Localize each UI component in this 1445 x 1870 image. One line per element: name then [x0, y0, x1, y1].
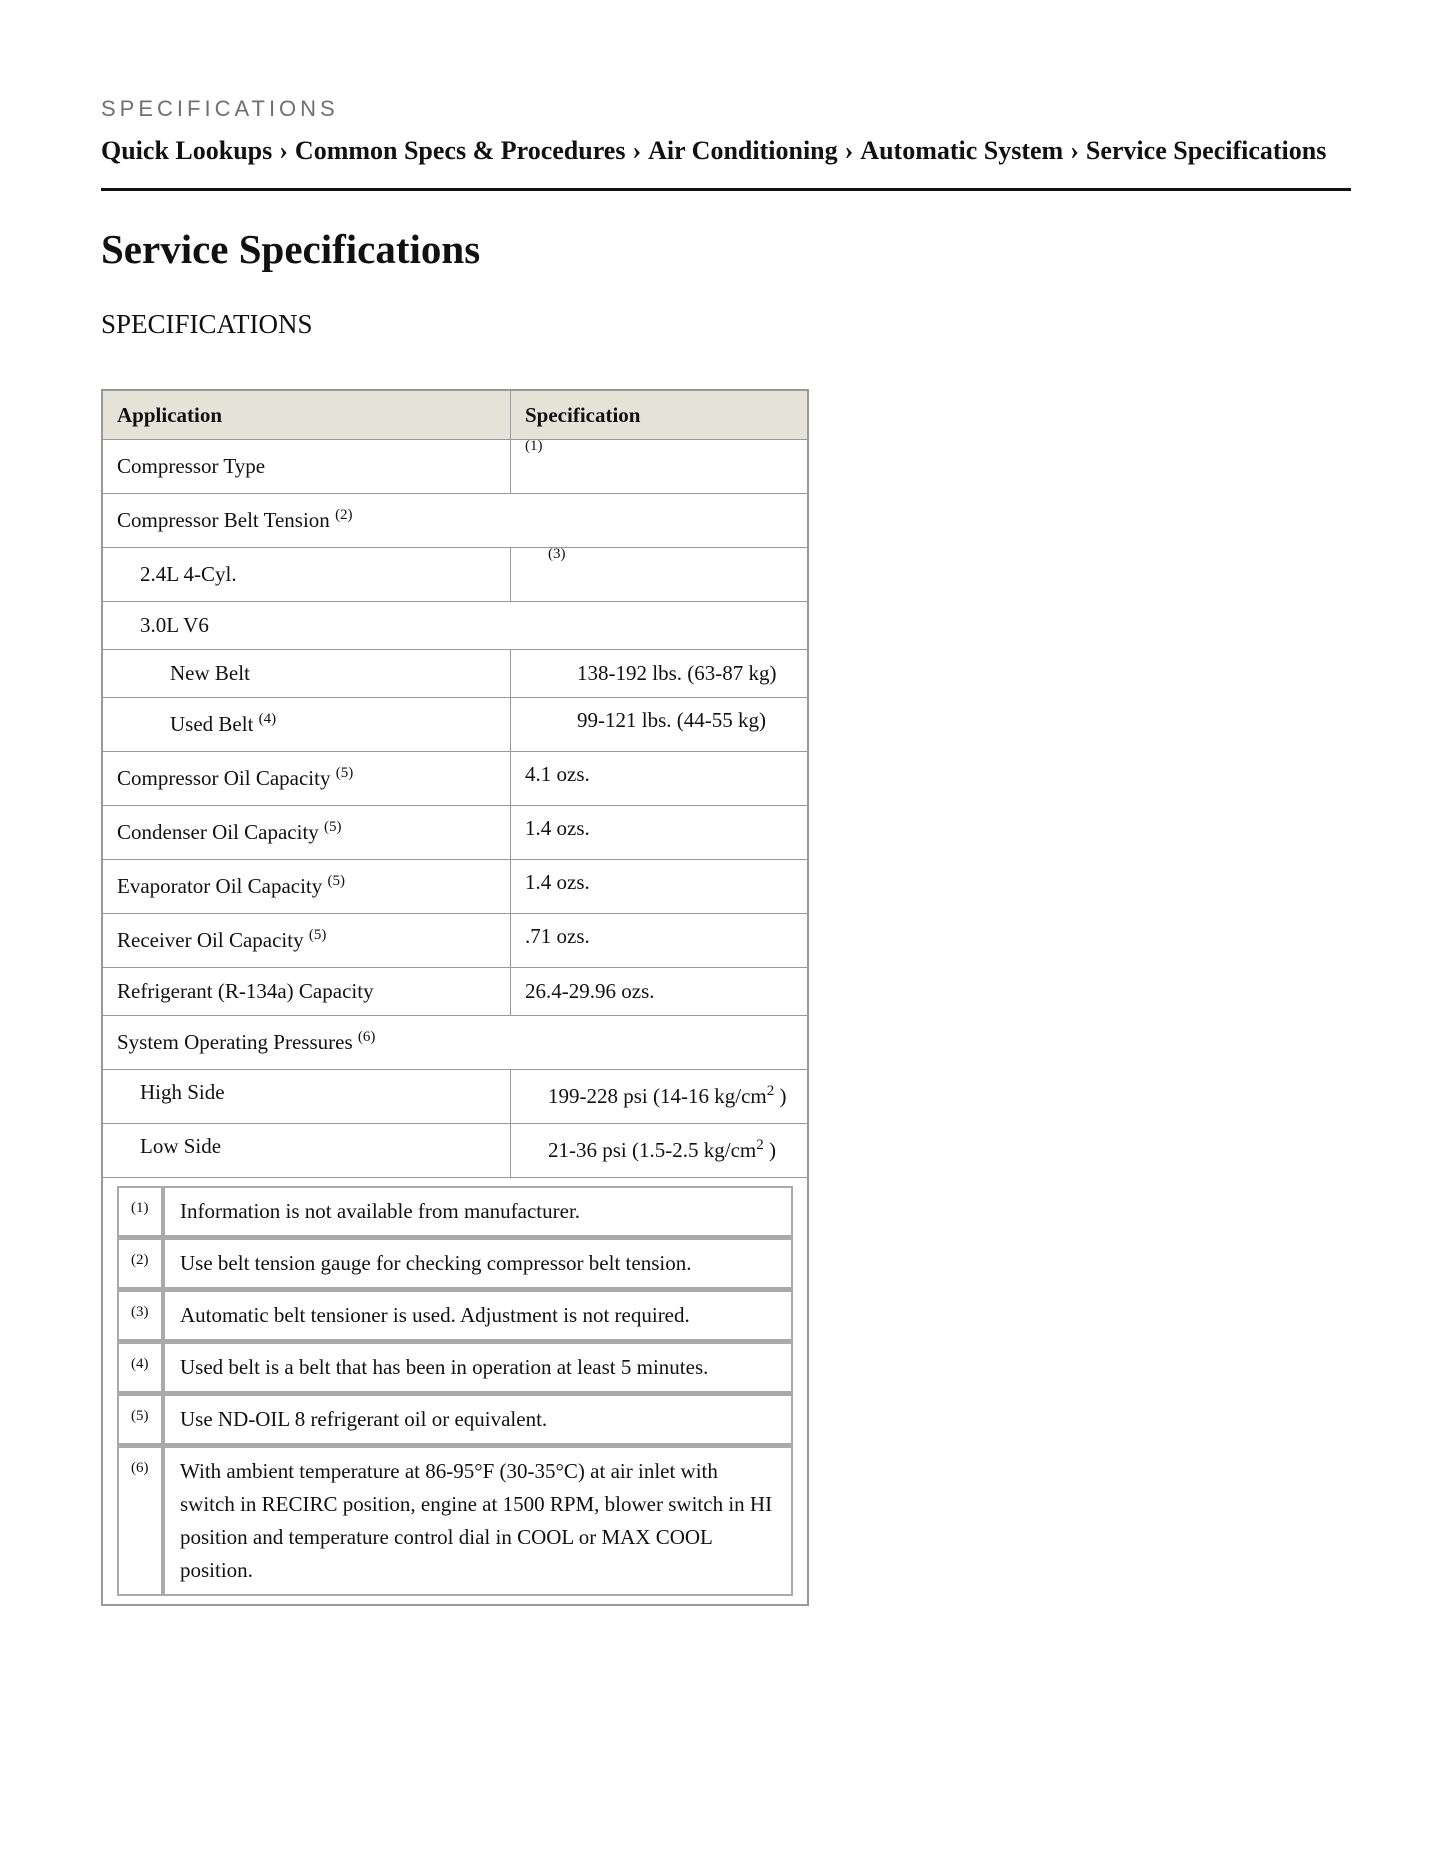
- column-header-specification: Specification: [511, 390, 809, 440]
- cell-specification: [511, 548, 809, 602]
- cell-application: [102, 806, 511, 860]
- page-title: Service Specifications: [101, 226, 481, 272]
- footnote-item: [117, 1186, 793, 1237]
- cell-application: [102, 698, 511, 752]
- row-label: System Operating Pressures: [117, 1030, 353, 1054]
- cell-application: [102, 968, 511, 1016]
- footnotes-table: [117, 1186, 793, 1596]
- cell-specification: [511, 440, 809, 494]
- cell-specification: 1.4 ozs.: [511, 860, 809, 914]
- table-row: [102, 440, 808, 494]
- footnote-number: (4): [117, 1341, 163, 1393]
- row-label: High Side: [140, 1080, 225, 1104]
- cell-specification: 138-192 lbs. (63-87 kg): [511, 650, 809, 698]
- footnote-ref[interactable]: (5): [324, 818, 342, 835]
- footnote-item: [117, 1393, 793, 1445]
- unit-exponent: 2: [756, 1136, 764, 1153]
- cell-application: [102, 1016, 808, 1070]
- row-label: Compressor Type: [117, 454, 266, 478]
- unit-exponent: 2: [766, 1082, 775, 1099]
- row-label: 2.4L 4-Cyl.: [140, 562, 237, 586]
- row-label: New Belt: [170, 661, 250, 685]
- table-row: [102, 494, 808, 548]
- table-row: [102, 806, 808, 860]
- table-header-row: [102, 390, 808, 440]
- cell-specification: 4.1 ozs.: [511, 752, 809, 806]
- table-row: [102, 698, 808, 752]
- breadcrumb-common-specs[interactable]: Common Specs & Procedures: [294, 136, 626, 165]
- footnote-item: [117, 1237, 793, 1289]
- cell-application: [102, 650, 511, 698]
- row-label: Condenser Oil Capacity: [117, 820, 319, 844]
- header-divider: [101, 188, 1351, 191]
- table-row: [102, 650, 808, 698]
- table-row: [102, 548, 808, 602]
- spec-value-end: ): [763, 1138, 776, 1162]
- footnote-number: (2): [117, 1237, 163, 1289]
- footnote-text: Use ND-OIL 8 refrigerant oil or equivalent.: [163, 1393, 793, 1445]
- cell-specification: 99-121 lbs. (44-55 kg): [511, 698, 809, 752]
- spec-value: 199-228 psi (14-16 kg/cm: [548, 1084, 767, 1108]
- breadcrumb-automatic-system[interactable]: Automatic System: [860, 136, 1064, 165]
- footnote-ref[interactable]: (2): [335, 506, 353, 523]
- footnote-number: (1): [117, 1186, 163, 1237]
- table-row: [102, 914, 808, 968]
- breadcrumb: [101, 136, 1351, 166]
- footnotes-row: [102, 1178, 808, 1606]
- spec-value: 21-36 psi (1.5-2.5 kg/cm: [548, 1138, 757, 1162]
- breadcrumb-separator: ›: [844, 136, 854, 165]
- footnote-text: Automatic belt tensioner is used. Adjustment is not required.: [163, 1289, 793, 1341]
- footnotes-cell: [102, 1178, 808, 1606]
- row-label: Compressor Belt Tension: [117, 508, 330, 532]
- cell-application: [102, 914, 511, 968]
- cell-application: [102, 1124, 511, 1178]
- breadcrumb-service-specifications[interactable]: Service Specifications: [1085, 136, 1327, 165]
- cell-application: [102, 440, 511, 494]
- footnote-text: Information is not available from manufacturer.: [163, 1186, 793, 1237]
- cell-specification: [511, 1070, 809, 1124]
- spec-value-end: ): [774, 1084, 787, 1108]
- footnote-number: (6): [117, 1445, 163, 1596]
- table-row: [102, 1124, 808, 1178]
- section-label: SPECIFICATIONS: [101, 96, 339, 121]
- column-header-application: Application: [102, 390, 511, 440]
- subtitle: SPECIFICATIONS: [101, 309, 313, 339]
- breadcrumb-separator: ›: [1070, 136, 1079, 165]
- breadcrumb-air-conditioning[interactable]: Air Conditioning: [648, 136, 838, 165]
- table-row: [102, 968, 808, 1016]
- breadcrumb-separator: ›: [632, 136, 642, 165]
- footnote-number: (3): [117, 1289, 163, 1341]
- row-label: 3.0L V6: [140, 613, 209, 637]
- cell-application: [102, 860, 511, 914]
- table-row: [102, 1016, 808, 1070]
- footnote-item: [117, 1445, 793, 1596]
- table-row: [102, 752, 808, 806]
- footnote-ref[interactable]: (1): [525, 438, 543, 454]
- footnote-item: [117, 1289, 793, 1341]
- footnote-number: (5): [117, 1393, 163, 1445]
- footnote-ref[interactable]: (4): [258, 710, 277, 727]
- cell-specification: .71 ozs.: [511, 914, 809, 968]
- cell-specification: [511, 1124, 809, 1178]
- row-label: Receiver Oil Capacity: [117, 928, 304, 952]
- cell-application: [102, 494, 808, 548]
- table-row: [102, 1070, 808, 1124]
- cell-specification: 1.4 ozs.: [511, 806, 809, 860]
- row-label: Evaporator Oil Capacity: [117, 874, 323, 898]
- row-label: Low Side: [140, 1134, 222, 1158]
- cell-application: [102, 1070, 511, 1124]
- row-label: Compressor Oil Capacity: [117, 766, 331, 790]
- row-label: Used Belt: [170, 712, 254, 736]
- footnote-ref[interactable]: (6): [357, 1028, 376, 1045]
- cell-application: [102, 752, 511, 806]
- cell-application: [102, 602, 808, 650]
- footnote-ref[interactable]: (5): [327, 872, 346, 889]
- footnote-ref[interactable]: (3): [548, 546, 566, 562]
- breadcrumb-quick-lookups[interactable]: Quick Lookups: [101, 136, 273, 165]
- table-row: [102, 860, 808, 914]
- footnote-item: [117, 1341, 793, 1393]
- cell-application: [102, 548, 511, 602]
- row-label: Refrigerant (R-134a) Capacity: [117, 979, 374, 1003]
- specifications-table: [101, 389, 809, 1606]
- breadcrumb-separator: ›: [279, 136, 288, 165]
- footnote-text: Use belt tension gauge for checking compressor belt tension.: [163, 1237, 793, 1289]
- footnote-ref[interactable]: (5): [335, 764, 354, 781]
- table-row: [102, 602, 808, 650]
- footnote-text: With ambient temperature at 86-95°F (30-35°C) at air inlet with switch in RECIRC position, engine at 1500 RPM, blower switch in HI position and temperature control dial in COOL or MAX COOL position.: [163, 1445, 793, 1596]
- cell-specification: 26.4-29.96 ozs.: [511, 968, 809, 1016]
- footnote-ref[interactable]: (5): [308, 926, 327, 943]
- footnote-text: Used belt is a belt that has been in operation at least 5 minutes.: [163, 1341, 793, 1393]
